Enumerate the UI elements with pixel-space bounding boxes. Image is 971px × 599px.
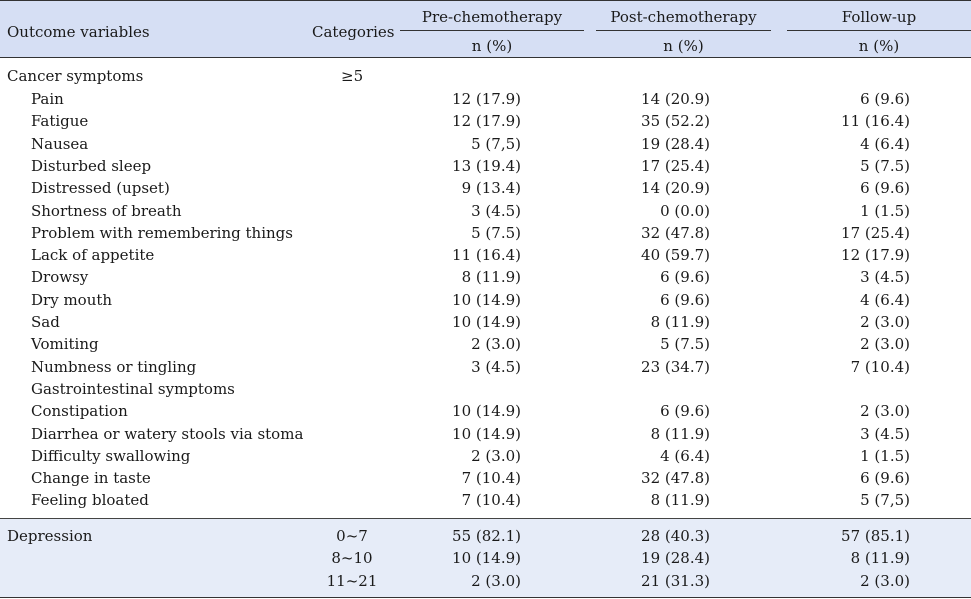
post-value: 23 (34.7)	[641, 357, 710, 376]
follow-value: 1 (1.5)	[860, 201, 910, 220]
symptom-name: Lack of appetite	[31, 246, 155, 265]
post-value: 14 (20.9)	[641, 90, 710, 108]
post-value: 6 (9.6)	[660, 290, 710, 309]
pre-value: 2 (3.0)	[471, 571, 521, 590]
post-value	[600, 378, 710, 400]
follow-value: 12 (17.9)	[841, 246, 910, 265]
pre-value	[405, 378, 521, 400]
post-value: 17 (25.4)	[641, 156, 710, 175]
follow-value: 4 (6.4)	[860, 134, 910, 153]
post-value: 19 (28.4)	[641, 549, 710, 568]
follow-value: 57 (85.1)	[841, 527, 910, 545]
follow-value: 6 (9.6)	[860, 179, 910, 198]
pre-value: 10 (14.9)	[452, 290, 521, 309]
symptom-name: Gastrointestinal symptoms	[31, 379, 235, 398]
header-categories: Categories	[312, 23, 395, 41]
post-value: 21 (31.3)	[641, 571, 710, 590]
symptom-name: Nausea	[31, 134, 89, 153]
pre-value: 5 (7,5)	[471, 134, 521, 153]
header-pre: Pre-chemotherapy	[421, 8, 563, 26]
pre-value: 5 (7.5)	[471, 223, 521, 242]
post-value: 32 (47.8)	[641, 223, 710, 242]
cancer-category: ≥5	[341, 67, 364, 85]
follow-value: 6 (9.6)	[860, 90, 910, 108]
pre-value: 9 (13.4)	[461, 179, 521, 198]
follow-value: 8 (11.9)	[850, 549, 910, 568]
follow-value: 4 (6.4)	[860, 290, 910, 309]
pre-value: 3 (4.5)	[471, 201, 521, 220]
header-rule-follow	[787, 30, 971, 31]
pre-value: 7 (10.4)	[461, 469, 521, 488]
pre-value: 13 (19.4)	[452, 156, 521, 175]
follow-value: 5 (7.5)	[860, 156, 910, 175]
header-n-follow: n (%)	[858, 37, 900, 55]
pre-value: 8 (11.9)	[461, 268, 521, 287]
pre-value: 3 (4.5)	[471, 357, 521, 376]
header-n-post: n (%)	[663, 37, 704, 55]
post-value: 28 (40.3)	[641, 527, 710, 545]
follow-value: 2 (3.0)	[860, 402, 910, 421]
follow-value: 11 (16.4)	[841, 112, 910, 131]
table-header	[0, 0, 971, 58]
symptom-name: Difficulty swallowing	[31, 446, 191, 465]
post-value: 8 (11.9)	[650, 313, 710, 331]
header-rule-post	[596, 30, 771, 31]
pre-value: 12 (17.9)	[452, 90, 521, 108]
symptom-name: Drowsy	[31, 268, 89, 287]
symptom-name: Vomiting	[31, 335, 99, 354]
depression-category: 0~7	[336, 527, 368, 545]
post-value: 8 (11.9)	[650, 491, 710, 510]
symptom-name: Dry mouth	[31, 290, 113, 309]
pre-value: 10 (14.9)	[452, 549, 521, 568]
post-value: 8 (11.9)	[650, 424, 710, 443]
follow-value: 2 (3.0)	[860, 313, 910, 331]
symptom-name: Diarrhea or watery stools via stoma	[31, 424, 304, 443]
post-value: 5 (7.5)	[660, 335, 710, 354]
symptom-name: Distressed (upset)	[31, 179, 170, 198]
symptom-name: Sad	[31, 313, 60, 331]
post-value: 14 (20.9)	[641, 179, 710, 198]
header-post: Post-chemotherapy	[610, 8, 757, 26]
follow-value: 17 (25.4)	[841, 223, 910, 242]
post-value: 19 (28.4)	[641, 134, 710, 153]
follow-value: 3 (4.5)	[860, 268, 910, 287]
pre-value: 10 (14.9)	[452, 424, 521, 443]
post-value: 40 (59.7)	[641, 246, 710, 265]
post-value: 32 (47.8)	[641, 469, 710, 488]
follow-value: 1 (1.5)	[860, 446, 910, 465]
section-depression: Depression	[7, 527, 93, 545]
follow-value: 6 (9.6)	[860, 469, 910, 488]
symptom-name: Disturbed sleep	[31, 156, 152, 175]
depression-category: 11~21	[326, 571, 378, 590]
section-cancer-symptoms: Cancer symptoms	[7, 67, 144, 85]
post-value: 6 (9.6)	[660, 402, 710, 421]
symptom-name: Constipation	[31, 402, 128, 421]
pre-value: 2 (3.0)	[471, 446, 521, 465]
follow-value	[790, 378, 910, 400]
symptom-name: Fatigue	[31, 112, 89, 131]
pre-value: 10 (14.9)	[452, 313, 521, 331]
pre-value: 12 (17.9)	[452, 112, 521, 131]
pre-value: 55 (82.1)	[452, 527, 521, 545]
symptom-name: Problem with remembering things	[31, 223, 293, 242]
post-value: 4 (6.4)	[660, 446, 710, 465]
pre-value: 7 (10.4)	[461, 491, 521, 510]
post-value: 6 (9.6)	[660, 268, 710, 287]
follow-value: 7 (10.4)	[850, 357, 910, 376]
header-rule-pre	[400, 30, 584, 31]
follow-value: 2 (3.0)	[860, 571, 910, 590]
depression-category: 8~10	[331, 549, 373, 568]
pre-value: 10 (14.9)	[452, 402, 521, 421]
header-outcome: Outcome variables	[7, 23, 150, 41]
symptom-name: Numbness or tingling	[31, 357, 197, 376]
symptom-name: Feeling bloated	[31, 491, 149, 510]
symptom-name: Change in taste	[31, 469, 151, 488]
post-value: 0 (0.0)	[660, 201, 710, 220]
follow-value: 5 (7,5)	[860, 491, 910, 510]
symptom-name: Pain	[31, 90, 64, 108]
symptom-name: Shortness of breath	[31, 201, 182, 220]
header-follow: Follow-up	[841, 8, 917, 26]
pre-value: 2 (3.0)	[471, 335, 521, 354]
pre-value: 11 (16.4)	[452, 246, 521, 265]
post-value: 35 (52.2)	[641, 112, 710, 131]
follow-value: 2 (3.0)	[860, 335, 910, 354]
header-n-pre: n (%)	[471, 37, 513, 55]
follow-value: 3 (4.5)	[860, 424, 910, 443]
